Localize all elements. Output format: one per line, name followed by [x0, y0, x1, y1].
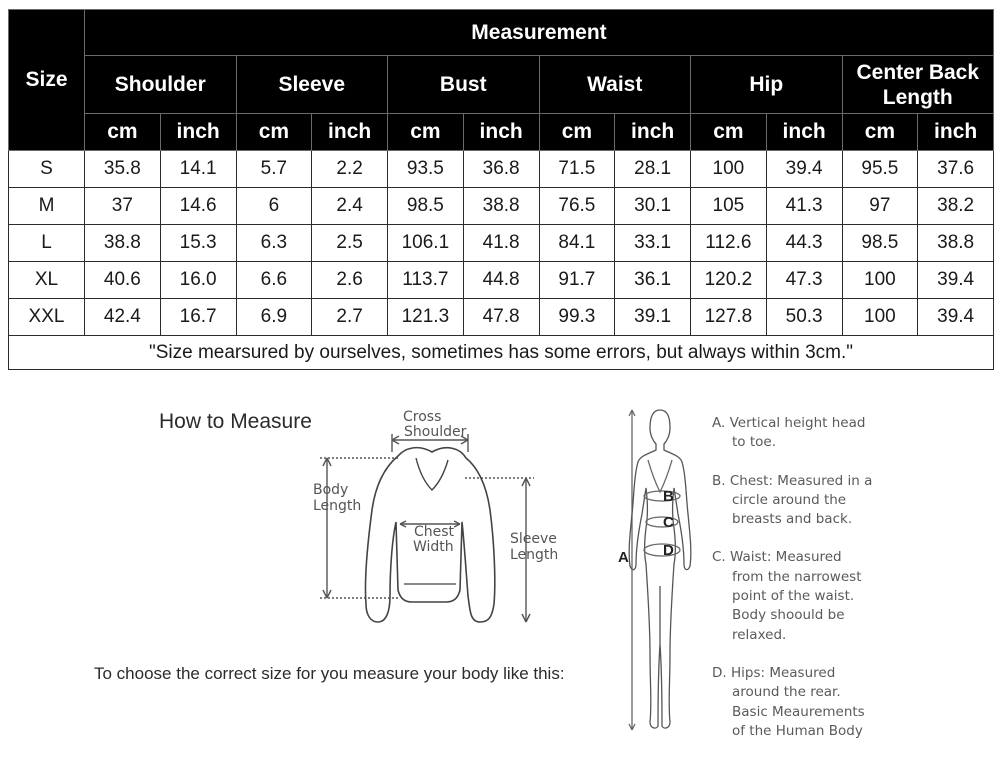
definition-line: C. Waist: Measured [712, 549, 842, 566]
definition-a [712, 414, 902, 453]
definition-line: relaxed. [732, 626, 787, 643]
value-cell: 6.9 [236, 299, 312, 336]
definition-line: A. Vertical height head [712, 415, 866, 431]
value-cell: 35.8 [85, 151, 161, 188]
value-cell: 2.7 [312, 299, 388, 336]
unit-header: inch [766, 114, 842, 151]
value-cell: 2.4 [312, 188, 388, 225]
unit-header: inch [463, 114, 539, 151]
value-cell: 93.5 [388, 151, 464, 188]
size-row [9, 262, 994, 299]
size-cell: XL [9, 262, 85, 299]
human-body-diagram [610, 404, 710, 740]
value-cell: 105 [691, 188, 767, 225]
definition-line: circle around the [732, 491, 847, 508]
hip-measure-ellipse [644, 544, 680, 556]
body-length-label-1: Body [313, 482, 349, 498]
definition-d [712, 664, 902, 741]
value-cell: 41.8 [463, 225, 539, 262]
size-cell: S [9, 151, 85, 188]
chest-width-label-2: Width [413, 539, 454, 555]
value-cell: 6.6 [236, 262, 312, 299]
value-cell: 2.2 [312, 151, 388, 188]
value-cell: 100 [691, 151, 767, 188]
value-cell: 44.3 [766, 225, 842, 262]
waist-header: Waist [539, 56, 691, 114]
measurement-note: "Size mearsured by ourselves, sometimes has some errors, but always within 3cm." [9, 336, 994, 370]
value-cell: 41.3 [766, 188, 842, 225]
size-rows [9, 151, 994, 336]
value-cell: 6.3 [236, 225, 312, 262]
cross-shoulder-label-1: Cross [403, 409, 442, 425]
value-cell: 44.8 [463, 262, 539, 299]
unit-header: cm [539, 114, 615, 151]
value-cell: 39.4 [918, 262, 994, 299]
value-cell: 47.8 [463, 299, 539, 336]
value-cell: 15.3 [160, 225, 236, 262]
value-cell: 33.1 [615, 225, 691, 262]
value-cell: 14.6 [160, 188, 236, 225]
unit-header: cm [691, 114, 767, 151]
chest-width-label-1: Chest [414, 524, 455, 540]
value-cell: 2.5 [312, 225, 388, 262]
jacket-measurement-diagram [300, 400, 590, 640]
value-cell: 37.6 [918, 151, 994, 188]
value-cell: 37 [85, 188, 161, 225]
center-back-line-2: Length [882, 85, 953, 109]
measurement-definitions [712, 414, 902, 760]
body-outline [629, 410, 691, 728]
letter-a: A [618, 549, 629, 566]
value-cell: 100 [842, 299, 918, 336]
value-cell: 30.1 [615, 188, 691, 225]
value-cell: 39.4 [918, 299, 994, 336]
unit-header: inch [312, 114, 388, 151]
value-cell: 106.1 [388, 225, 464, 262]
unit-header: cm [236, 114, 312, 151]
unit-header: cm [388, 114, 464, 151]
shoulder-header: Shoulder [85, 56, 237, 114]
value-cell: 39.4 [766, 151, 842, 188]
definition-b [712, 472, 902, 530]
unit-header: cm [85, 114, 161, 151]
value-cell: 50.3 [766, 299, 842, 336]
value-cell: 16.0 [160, 262, 236, 299]
value-cell: 38.8 [918, 225, 994, 262]
value-cell: 112.6 [691, 225, 767, 262]
letter-b: B [663, 488, 674, 505]
value-cell: 99.3 [539, 299, 615, 336]
value-cell: 91.7 [539, 262, 615, 299]
value-cell: 36.1 [615, 262, 691, 299]
definition-line: from the narrowest [732, 568, 862, 585]
definition-line: point of the waist. [732, 588, 855, 605]
value-cell: 36.8 [463, 151, 539, 188]
definition-line: around the rear. [732, 684, 841, 701]
definition-line: B. Chest: Measured in a [712, 472, 873, 489]
value-cell: 2.6 [312, 262, 388, 299]
definition-line: Basic Meaurements [732, 703, 865, 720]
size-row [9, 151, 994, 188]
value-cell: 40.6 [85, 262, 161, 299]
value-cell: 98.5 [388, 188, 464, 225]
body-length-label-2: Length [313, 498, 362, 514]
size-column-header: Size [9, 10, 85, 151]
size-row [9, 299, 994, 336]
size-chart-table [8, 9, 994, 370]
value-cell: 14.1 [160, 151, 236, 188]
value-cell: 84.1 [539, 225, 615, 262]
size-cell: XXL [9, 299, 85, 336]
sleeve-length-label-2: Length [510, 547, 559, 563]
value-cell: 121.3 [388, 299, 464, 336]
definition-line: D. Hips: Measured [712, 664, 836, 681]
choose-size-instruction: To choose the correct size for you measure your body like this: [94, 664, 565, 683]
size-cell: L [9, 225, 85, 262]
value-cell: 28.1 [615, 151, 691, 188]
cross-shoulder-label-2: Shoulder [404, 424, 467, 440]
value-cell: 76.5 [539, 188, 615, 225]
value-cell: 97 [842, 188, 918, 225]
value-cell: 16.7 [160, 299, 236, 336]
definition-line: Body shoould be [732, 607, 845, 624]
value-cell: 98.5 [842, 225, 918, 262]
value-cell: 100 [842, 262, 918, 299]
size-row [9, 188, 994, 225]
unit-header: cm [842, 114, 918, 151]
value-cell: 6 [236, 188, 312, 225]
value-cell: 47.3 [766, 262, 842, 299]
sleeve-length-label-1: Sleeve [510, 531, 557, 547]
center-back-length-header [842, 56, 994, 114]
value-cell: 42.4 [85, 299, 161, 336]
value-cell: 95.5 [842, 151, 918, 188]
value-cell: 38.2 [918, 188, 994, 225]
letter-d: D [663, 542, 674, 559]
definition-line: breasts and back. [732, 511, 853, 528]
unit-header: inch [160, 114, 236, 151]
hip-header: Hip [691, 56, 843, 114]
value-cell: 5.7 [236, 151, 312, 188]
unit-header: inch [918, 114, 994, 151]
measurement-header: Measurement [85, 10, 994, 56]
sleeve-header: Sleeve [236, 56, 388, 114]
value-cell: 127.8 [691, 299, 767, 336]
how-to-measure-title: How to Measure [159, 410, 312, 433]
value-cell: 71.5 [539, 151, 615, 188]
definition-c [712, 548, 902, 644]
value-cell: 113.7 [388, 262, 464, 299]
unit-header: inch [615, 114, 691, 151]
value-cell: 39.1 [615, 299, 691, 336]
value-cell: 120.2 [691, 262, 767, 299]
value-cell: 38.8 [463, 188, 539, 225]
size-row [9, 225, 994, 262]
definition-line: to toe. [732, 434, 776, 451]
bust-header: Bust [388, 56, 540, 114]
value-cell: 38.8 [85, 225, 161, 262]
center-back-line-1: Center Back [856, 60, 980, 84]
definition-line: of the Human Body [732, 722, 863, 739]
letter-c: C [663, 514, 674, 531]
size-cell: M [9, 188, 85, 225]
